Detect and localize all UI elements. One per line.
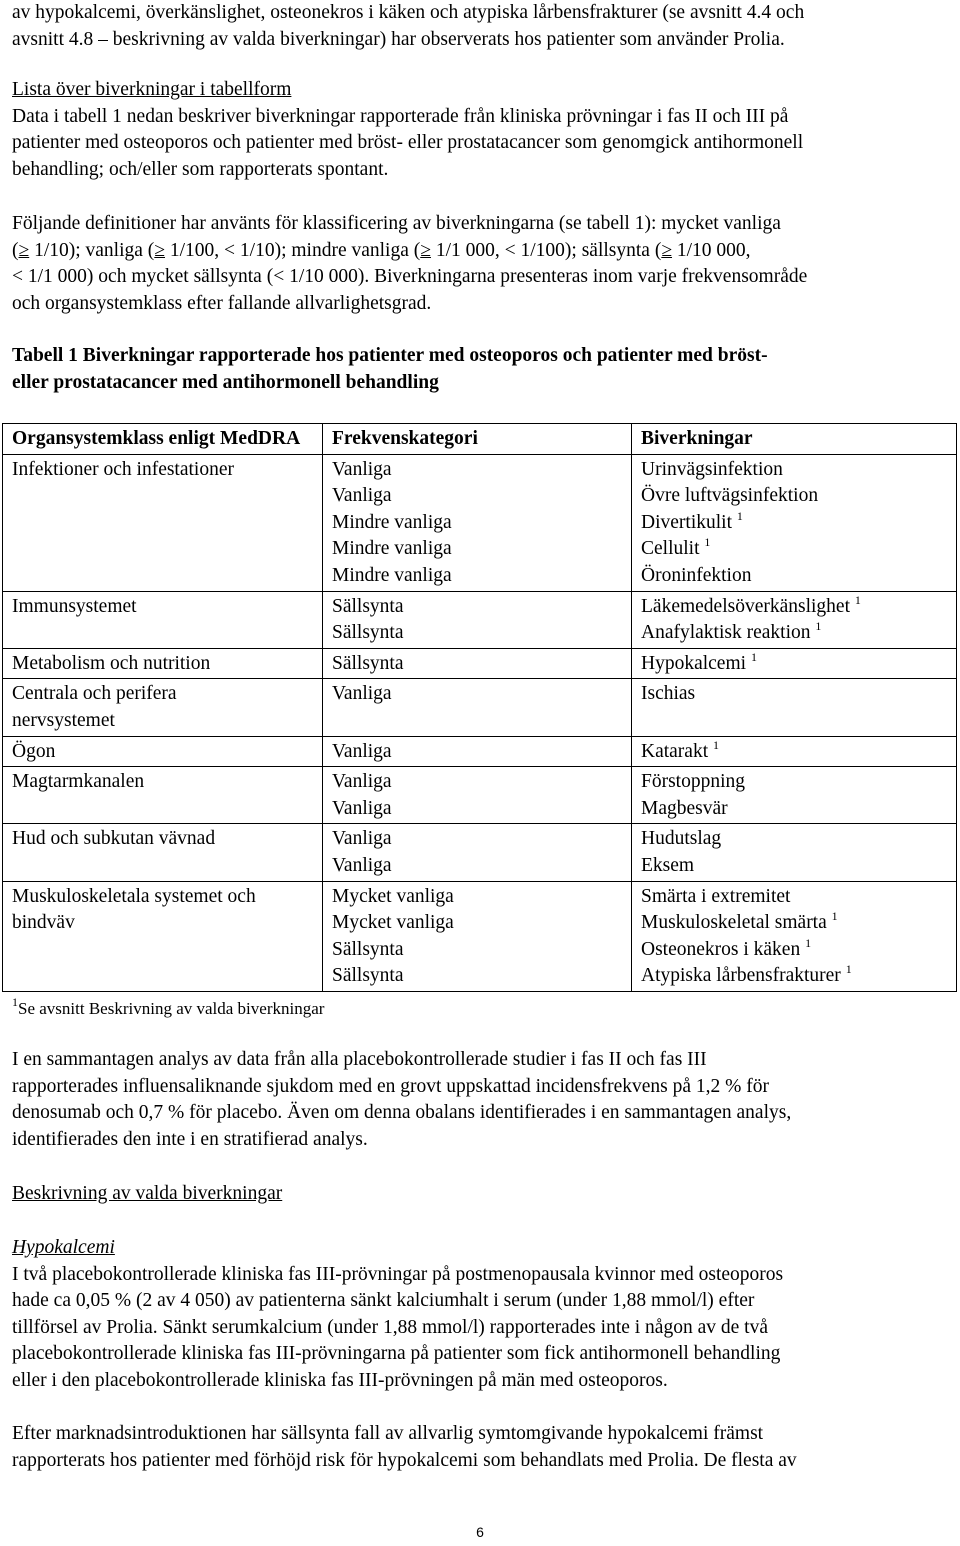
adverse-reaction-text: Osteonekros i käken $^1$ <box>641 935 812 960</box>
influenza-paragraph <box>12 1047 942 1153</box>
frequency-text: Sällsynta <box>332 652 404 674</box>
organ-class-text: Infektioner och infestationer <box>12 458 234 480</box>
adverse-reaction-cell <box>632 648 957 679</box>
frequency-cell <box>323 648 632 679</box>
frequency-cell <box>323 736 632 767</box>
text-line: tillförsel av Prolia. Sänkt serumkalcium (under 1,88 mmol/l) rapporterades inte i någon av de två <box>12 1316 768 1338</box>
adverse-reaction-text: Divertikulit $^1$ <box>641 508 743 533</box>
organ-class-cell <box>3 736 323 767</box>
frequency-text: Sällsynta <box>332 938 404 960</box>
geq-symbol: ≥ <box>18 239 30 261</box>
organ-class-text: bindväv <box>12 912 75 934</box>
table-row <box>3 591 957 648</box>
text-line: behandling; och/eller som rapporterats spontant. <box>12 158 389 180</box>
text-line: patienter med osteoporos och patienter med bröst- eller prostatacancer som genomgick antihormonell <box>12 132 804 153</box>
adverse-reaction-cell <box>632 736 957 767</box>
organ-class-text: Immunsystemet <box>12 595 137 617</box>
text-line: Efter marknadsintroduktionen har sällsynta fall av allvarlig symtomgivande hypokalcemi främst <box>12 1423 764 1444</box>
definitions-paragraph <box>12 211 942 317</box>
hypokalcemi-section <box>12 1235 942 1394</box>
footnote-ref: 1 <box>854 592 861 607</box>
adverse-reaction-cell <box>632 591 957 648</box>
adverse-reaction-text: Hypokalcemi $^1$ <box>641 649 757 674</box>
text-line: < 1/1 000) och mycket sällsynta (< 1/10 000). Biverkningarna presenteras inom varje frekvensområde <box>12 266 808 287</box>
frequency-text: Mindre vanliga <box>332 538 452 560</box>
table-row <box>3 736 957 767</box>
section-block <box>12 77 942 183</box>
adverse-reaction-text: Anafylaktisk reaktion $^1$ <box>641 619 822 644</box>
adverse-reaction-cell <box>632 679 957 736</box>
footnote-ref: 1 <box>736 508 743 523</box>
organ-class-text: Magtarmkanalen <box>12 771 145 793</box>
table-row <box>3 767 957 824</box>
text-line: Data i tabell 1 nedan beskriver biverkningar rapporterade från kliniska prövningar i fas II och III på <box>12 105 789 127</box>
text-line: rapporterades influensaliknande sjukdom med en grovt uppskattad incidensfrekvens på 1,2 % för <box>12 1075 770 1097</box>
adverse-reaction-text: Öroninfektion <box>641 564 752 586</box>
subheading-block <box>12 1181 942 1208</box>
table-row <box>3 648 957 679</box>
frequency-text: Vanliga <box>332 828 392 850</box>
frequency-cell <box>323 454 632 591</box>
text-line: och organsystemklass efter fallande allvarlighetsgrad. <box>12 292 432 314</box>
text-line: I en sammantagen analys av data från alla placebokontrollerade studier i fas II och fas III <box>12 1049 707 1070</box>
table-row <box>3 679 957 736</box>
geq-symbol: ≥ <box>420 239 431 261</box>
page-number: 6 <box>476 1524 484 1540</box>
text-line-with-symbols: (≥ 1/10); vanliga (≥ 1/100, < 1/10); mindre vanliga (≥ 1/1 000, < 1/100); sällsynta (≥ 1/10 000, <box>12 239 751 261</box>
organ-class-cell <box>3 454 323 591</box>
text-line: hade ca 0,05 % (2 av 4 050) av patienterna sänkt kalciumhalt i serum (under 1,88 mmol/l) efter <box>12 1290 755 1311</box>
header-adverse-reactions: Biverkningar <box>632 424 957 455</box>
frequency-text: Mindre vanliga <box>332 564 452 586</box>
frequency-text: Vanliga <box>332 485 392 507</box>
frequency-text: Vanliga <box>332 854 392 876</box>
adverse-reaction-text: Urinvägsinfektion <box>641 458 783 480</box>
table-row <box>3 454 957 591</box>
hypokalcemi-heading: Hypokalcemi <box>12 1237 115 1258</box>
organ-class-cell <box>3 824 323 881</box>
section-heading: Lista över biverkningar i tabellform <box>12 79 292 100</box>
adverse-reaction-text: Ischias <box>641 683 696 705</box>
footnote-ref: 1 <box>831 909 838 924</box>
geq-symbol: ≥ <box>154 239 165 261</box>
adverse-reaction-text: Hudutslag <box>641 828 722 850</box>
text-line: placebokontrollerade kliniska fas III-prövningarna på patienter som fick antihormonell behandling <box>12 1343 781 1364</box>
table-footnote: $^1$Se avsnitt Beskrivning av valda biverkningar <box>12 995 325 1018</box>
adverse-reaction-text: Läkemedelsöverkänslighet $^1$ <box>641 592 861 617</box>
organ-class-text: Centrala och perifera <box>12 683 177 705</box>
geq-symbol: ≥ <box>661 239 673 261</box>
frequency-cell <box>323 824 632 881</box>
frequency-cell <box>323 679 632 736</box>
table-row <box>3 824 957 881</box>
text-line: rapporterats hos patienter med förhöjd risk för hypokalcemi som behandlats med Prolia. De flesta av <box>12 1449 797 1471</box>
intro-paragraph <box>12 0 942 53</box>
footnote-ref: 1 <box>845 962 852 977</box>
adverse-reaction-text: Katarakt $^1$ <box>641 737 720 762</box>
frequency-cell <box>323 767 632 824</box>
footnote-ref: 1 <box>704 535 711 550</box>
footnote-ref: 1 <box>713 737 720 752</box>
organ-class-cell <box>3 591 323 648</box>
frequency-text: Sällsynta <box>332 622 404 644</box>
footnote-ref: 1 <box>750 649 757 664</box>
organ-class-text: Ögon <box>12 740 56 762</box>
text-line: identifierades den inte i en stratifierad analys. <box>12 1128 368 1150</box>
text-line: avsnitt 4.8 – beskrivning av valda biverkningar) har observerats hos patienter som använder Prolia. <box>12 28 785 50</box>
header-organ: Organsystemklass enligt MedDRA <box>3 424 323 455</box>
table-header-row <box>3 424 957 455</box>
adverse-reaction-cell <box>632 454 957 591</box>
organ-class-cell <box>3 767 323 824</box>
adverse-events-table <box>2 423 957 992</box>
text-line: denosumab och 0,7 % för placebo. Även om denna obalans identifierades i en sammantagen analys, <box>12 1102 792 1123</box>
table-title: Tabell 1 Biverkningar rapporterade hos patienter med osteoporos och patienter med bröst- eller prostatacancer med antihormonell behandling <box>12 345 768 393</box>
organ-class-cell <box>3 648 323 679</box>
adverse-reaction-text: Smärta i extremitet <box>641 885 791 907</box>
adverse-reaction-text: Muskuloskeletal smärta $^1$ <box>641 909 838 934</box>
adverse-reaction-cell <box>632 824 957 881</box>
frequency-text: Vanliga <box>332 771 392 793</box>
adverse-reaction-cell <box>632 767 957 824</box>
table-row <box>3 881 957 991</box>
organ-class-text: Hud och subkutan vävnad <box>12 828 216 850</box>
adverse-reaction-text: Magbesvär <box>641 797 728 819</box>
frequency-text: Mycket vanliga <box>332 912 454 934</box>
header-frequency: Frekvenskategori <box>323 424 632 455</box>
organ-class-text: Muskuloskeletala systemet och <box>12 885 256 907</box>
frequency-cell <box>323 881 632 991</box>
footnote-ref: 1 <box>805 935 812 950</box>
footnote-ref: 1 <box>815 619 822 634</box>
organ-class-text: nervsystemet <box>12 709 115 731</box>
organ-class-cell <box>3 679 323 736</box>
frequency-text: Mindre vanliga <box>332 511 452 533</box>
frequency-text: Sällsynta <box>332 595 404 617</box>
adverse-reaction-text: Övre luftvägsinfektion <box>641 485 819 507</box>
frequency-text: Vanliga <box>332 458 392 480</box>
text-line: Följande definitioner har använts för klassificering av biverkningarna (se tabell 1): mycket vanliga <box>12 213 781 234</box>
text-line: av hypokalcemi, överkänslighet, osteonekros i käken och atypiska lårbensfrakturer (se avsnitt 4.4 och <box>12 2 805 23</box>
text-line: eller i den placebokontrollerade kliniska fas III-prövningen på män med osteoporos. <box>12 1369 668 1391</box>
organ-class-cell <box>3 881 323 991</box>
organ-class-text: Metabolism och nutrition <box>12 652 211 674</box>
subheading: Beskrivning av valda biverkningar <box>12 1183 283 1204</box>
frequency-cell <box>323 591 632 648</box>
text-line: I två placebokontrollerade kliniska fas III-prövningar på postmenopausala kvinnor med osteoporos <box>12 1263 784 1285</box>
frequency-text: Vanliga <box>332 740 392 762</box>
frequency-text: Vanliga <box>332 683 392 705</box>
frequency-text: Mycket vanliga <box>332 885 454 907</box>
adverse-reaction-text: Atypiska lårbensfrakturer $^1$ <box>641 962 852 987</box>
adverse-reaction-cell <box>632 881 957 991</box>
adverse-reaction-text: Eksem <box>641 854 695 876</box>
post-marketing-paragraph <box>12 1421 942 1474</box>
adverse-reaction-text: Cellulit $^1$ <box>641 535 711 560</box>
frequency-text: Vanliga <box>332 797 392 819</box>
adverse-reaction-text: Förstoppning <box>641 771 746 793</box>
frequency-text: Sällsynta <box>332 965 404 987</box>
